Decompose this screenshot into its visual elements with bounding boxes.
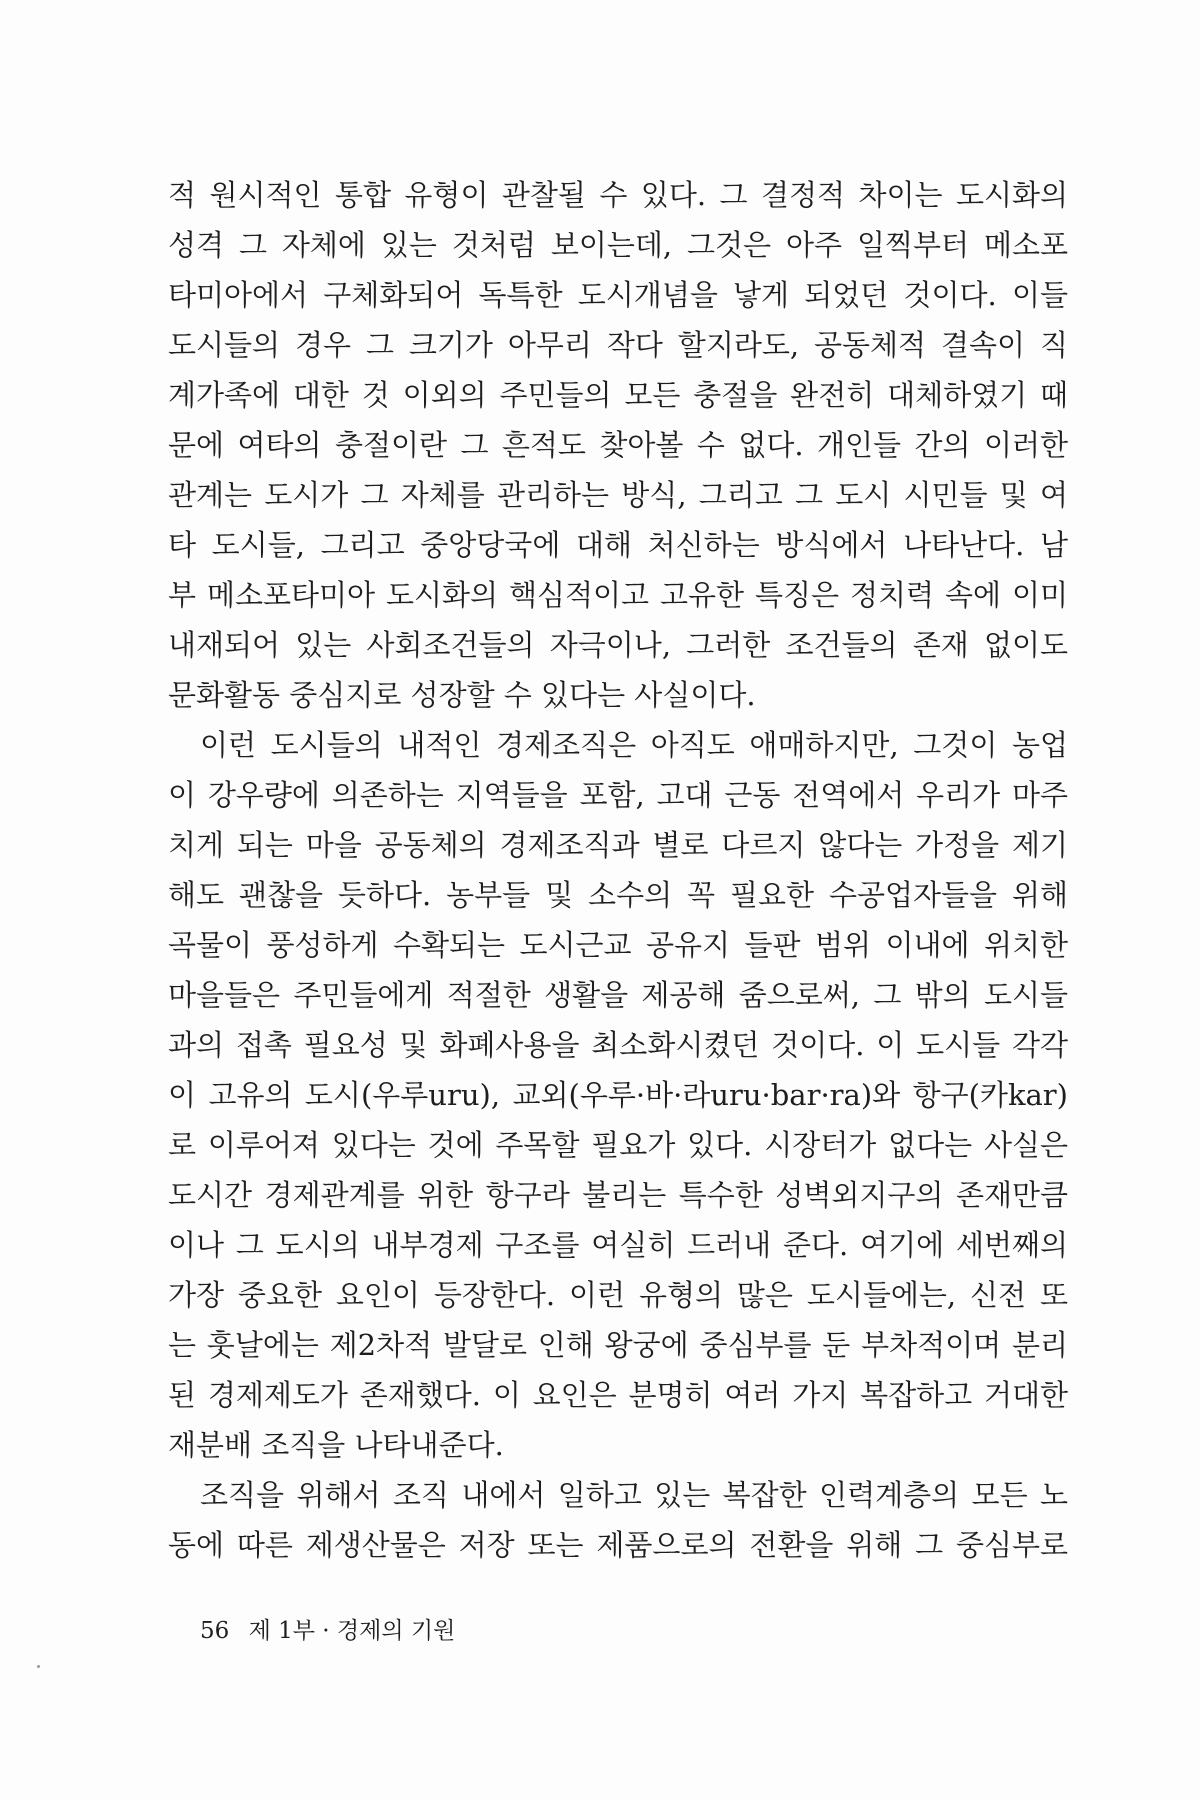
text-line: 관계는 도시가 그 자체를 관리하는 방식, 그리고 그 도시 시민들 및 여 xyxy=(168,478,1068,512)
text-line: 내재되어 있는 사회조건들의 자극이나, 그러한 조건들의 존재 없이도 xyxy=(168,628,1068,662)
body-text xyxy=(168,170,1068,1570)
text-line: 는 훗날에는 제2차적 발달로 인해 왕궁에 중심부를 둔 부차적이며 분리 xyxy=(168,1328,1068,1362)
text-line: 성격 그 자체에 있는 것처럼 보이는데, 그것은 아주 일찍부터 메소포 xyxy=(168,228,1068,262)
text-line: 이나 그 도시의 내부경제 구조를 여실히 드러내 준다. 여기에 세번째의 xyxy=(168,1228,1068,1262)
text-line: 도시간 경제관계를 위한 항구라 불리는 특수한 성벽외지구의 존재만큼 xyxy=(168,1178,1068,1212)
text-line: 로 이루어져 있다는 것에 주목할 필요가 있다. 시장터가 없다는 사실은 xyxy=(168,1128,1068,1162)
text-line: 타 도시들, 그리고 중앙당국에 대해 처신하는 방식에서 나타난다. 남 xyxy=(168,528,1068,562)
text-line: 된 경제제도가 존재했다. 이 요인은 분명히 여러 가지 복잡하고 거대한 xyxy=(168,1378,1068,1412)
text-line: 타미아에서 구체화되어 독특한 도시개념을 낳게 되었던 것이다. 이들 xyxy=(168,278,1068,312)
text-line: 과의 접촉 필요성 및 화폐사용을 최소화시켰던 것이다. 이 도시들 각각 xyxy=(168,1028,1068,1062)
text-line: 곡물이 풍성하게 수확되는 도시근교 공유지 들판 범위 이내에 위치한 xyxy=(168,928,1068,962)
page-footer xyxy=(200,1612,455,1645)
running-title: 제 1부 · 경제의 기원 xyxy=(248,1618,456,1644)
text-line: 문에 여타의 충절이란 그 흔적도 찾아볼 수 없다. 개인들 간의 이러한 xyxy=(168,428,1068,462)
text-line: 이 강우량에 의존하는 지역들을 포함, 고대 근동 전역에서 우리가 마주 xyxy=(168,778,1068,812)
text-line: 동에 따른 제생산물은 저장 또는 제품으로의 전환을 위해 그 중심부로 xyxy=(168,1528,1068,1562)
text-line: 문화활동 중심지로 성장할 수 있다는 사실이다. xyxy=(168,678,756,712)
page-number: 56 xyxy=(200,1618,230,1644)
text-line: 이 고유의 도시(우루uru), 교외(우루·바·라uru·bar·ra)와 항구(카kar) xyxy=(168,1078,1068,1112)
text-line: 부 메소포타미아 도시화의 핵심적이고 고유한 특징은 정치력 속에 이미 xyxy=(168,578,1068,612)
text-line: 도시들의 경우 그 크기가 아무리 작다 할지라도, 공동체적 결속이 직 xyxy=(168,328,1068,362)
text-line: 적 원시적인 통합 유형이 관찰될 수 있다. 그 결정적 차이는 도시화의 xyxy=(168,178,1068,212)
text-line: 재분배 조직을 나타내준다. xyxy=(168,1428,504,1462)
text-line: 계가족에 대한 것 이외의 주민들의 모든 충절을 완전히 대체하였기 때 xyxy=(168,378,1068,412)
text-line: 해도 괜찮을 듯하다. 농부들 및 소수의 꼭 필요한 수공업자들을 위해 xyxy=(168,878,1068,912)
text-line: 이런 도시들의 내적인 경제조직은 아직도 애매하지만, 그것이 농업 xyxy=(200,728,1068,762)
text-line: 치게 되는 마을 공동체의 경제조직과 별로 다르지 않다는 가정을 제기 xyxy=(168,828,1068,862)
text-line: 마을들은 주민들에게 적절한 생활을 제공해 줌으로써, 그 밖의 도시들 xyxy=(168,978,1068,1012)
text-line: 조직을 위해서 조직 내에서 일하고 있는 복잡한 인력계층의 모든 노 xyxy=(200,1478,1068,1512)
text-line: 가장 중요한 요인이 등장한다. 이런 유형의 많은 도시들에는, 신전 또 xyxy=(168,1278,1068,1312)
scan-speck xyxy=(37,1665,40,1668)
